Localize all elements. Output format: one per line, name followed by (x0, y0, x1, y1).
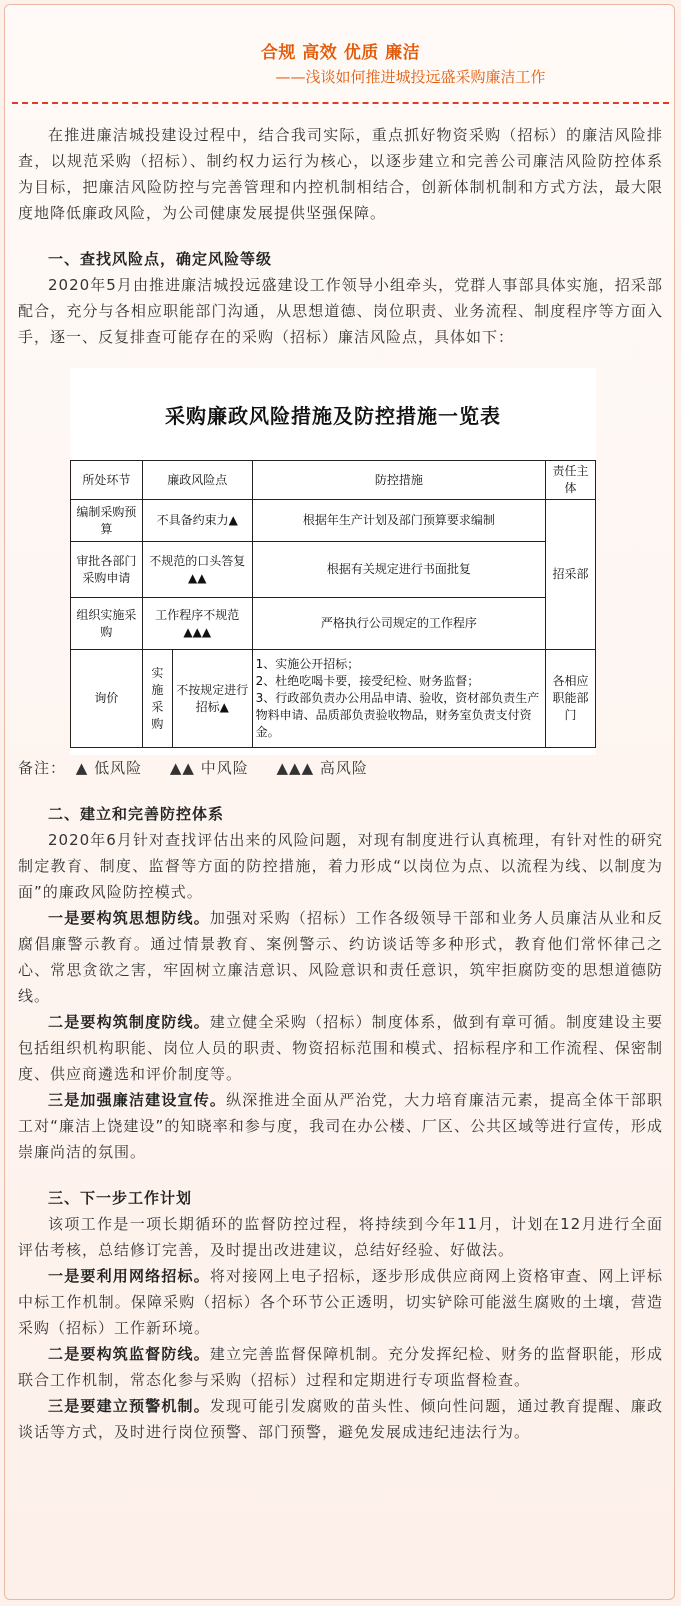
table-row (71, 598, 596, 650)
table-caption: 采购廉政风险措施及防控措施一览表 (165, 404, 501, 428)
intro-paragraph: 在推进廉洁城投建设过程中，结合我司实际，重点抓好物资采购（招标）的廉洁风险排查，以规范采购（招标）、制约权力运行为核心，以逐步建立和完善公司廉洁风险防控体系为目标，把廉洁风险防控与完善管理和内控机制相结合，创新体制机制和方式方法，最大限度地降低廉政风险，为公司健康发展提供坚强保障。 (18, 126, 663, 222)
item-text: 加强对采购（招标）工作各级领导干部和业务人员廉洁从业和反腐倡廉警示教育。通过情景教育、案例警示、约访谈话等多种形式，教育他们常怀律己之心、常思贪欲之害，牢固树立廉洁意识、风险意识和责任意识，筑牢拒腐防变的思想道德防线。 (18, 909, 663, 1005)
item-text: 将对接网上电子招标，逐步形成供应商网上资格审查、网上评标中标工作机制。保障采购（招标）各个环节公正透明，切实铲除可能滋生腐败的土壤，营造采购（招标）工作新环境。 (18, 1267, 663, 1337)
header-measure: 防控措施 (252, 461, 545, 500)
cell-risk: 不按规定进行招标▲ (172, 650, 252, 748)
section-3-title: 三、下一步工作计划 (48, 1189, 193, 1207)
legend-mid: ▲▲ 中风险 (169, 759, 249, 777)
cell-stage: 询价 (71, 650, 143, 748)
risk-table (70, 460, 596, 748)
table-header-row (71, 461, 596, 500)
table-row (71, 542, 596, 598)
section-3-item (18, 1341, 663, 1393)
cell-measure: 根据有关规定进行书面批复 (252, 542, 545, 598)
item-text: 建立健全采购（招标）制度体系，做到有章可循。制度建设主要包括组织机构职能、岗位人员的职责、物资招标范围和模式、招标程序和工作流程、保密制度、供应商遴选和评价制度等。 (18, 1013, 663, 1083)
header-owner: 责任主体 (546, 461, 596, 500)
item-lead: 二是要构筑监督防线。 (48, 1345, 210, 1363)
item-lead: 一是要构筑思想防线。 (48, 909, 210, 927)
risk-table-figure (70, 368, 596, 755)
section-2-item (18, 905, 663, 1009)
cell-measure: 根据年生产计划及部门预算要求编制 (252, 500, 545, 542)
item-lead: 三是要建立预警机制。 (48, 1397, 210, 1415)
section-1-title: 一、查找风险点，确定风险等级 (48, 250, 273, 268)
cell-owner: 招采部 (546, 500, 596, 650)
item-text: 纵深推进全面从严治党，大力培育廉洁元素，提高全体干部职工对“廉洁上饶建设”的知晓率和参与度，我司在办公楼、厂区、公共区域等进行宣传，形成崇廉尚洁的氛围。 (18, 1091, 663, 1161)
measure-item: 2、杜绝吃喝卡要，接受纪检、财务监督； (255, 674, 480, 688)
cell-stage: 编制采购预算 (71, 500, 143, 542)
legend (18, 755, 663, 781)
section-3-item (18, 1393, 663, 1445)
legend-high: ▲▲▲ 高风险 (276, 759, 368, 777)
item-lead: 三是加强廉洁建设宣传。 (48, 1091, 227, 1109)
legend-label: 备注： (18, 759, 67, 777)
dashed-divider (12, 102, 669, 104)
cell-risk: 工作程序不规范▲▲▲ (142, 598, 252, 650)
cell-measure: 严格执行公司规定的工作程序 (252, 598, 545, 650)
cell-risk: 不具备约束力▲ (142, 500, 252, 542)
section-2-item (18, 1009, 663, 1087)
section-2-title: 二、建立和完善防控体系 (48, 805, 225, 823)
table-row-inquiry (71, 650, 596, 748)
section-3-body: 该项工作是一项长期循环的监督防控过程，将持续到今年11月，计划在12月进行全面评估考核，总结修订完善，及时提出改进建议，总结好经验、好做法。 (18, 1215, 663, 1259)
legend-low: ▲ 低风险 (75, 759, 143, 777)
page-title: 合规 高效 优质 廉洁 (260, 43, 421, 63)
measure-item: 3、行政部负责办公用品申请、验收，资材部负责生产物料申请、品质部负责验收物品，财务室负责支付资金。 (255, 691, 540, 739)
section-2-body: 2020年6月针对查找评估出来的风险问题，对现有制度进行认真梳理，有针对性的研究制定教育、制度、监督等方面的防控措施，着力形成“以岗位为点、以流程为线、以制度为面”的廉政风险防控模式。 (18, 831, 663, 901)
item-lead: 二是要构筑制度防线。 (48, 1013, 210, 1031)
measure-item: 1、实施公开招标； (255, 657, 360, 671)
item-text: 发现可能引发腐败的苗头性、倾向性问题，通过教育提醒、廉政谈话等方式，及时进行岗位预警、部门预警，避免发展成违纪违法行为。 (18, 1397, 663, 1441)
cell-stage: 组织实施采购 (71, 598, 143, 650)
section-2-item (18, 1087, 663, 1165)
section-1-body: 2020年5月由推进廉洁城投远盛建设工作领导小组牵头，党群人事部具体实施，招采部配合，充分与各相应职能部门沟通，从思想道德、岗位职责、业务流程、制度程序等方面入手，逐一、反复排查可能存在的采购（招标）廉洁风险点，具体如下： (18, 276, 663, 346)
page-subtitle: ——浅谈如何推进城投远盛采购廉洁工作 (275, 68, 546, 86)
header-risk: 廉政风险点 (142, 461, 252, 500)
cell-owner: 各相应职能部门 (546, 650, 596, 748)
article-body (18, 122, 663, 1445)
cell-sub-stage: 实施采购 (142, 650, 172, 748)
table-row (71, 500, 596, 542)
cell-measure-list (252, 650, 545, 748)
item-lead: 一是要利用网络招标。 (48, 1267, 210, 1285)
item-text: 建立完善监督保障机制。充分发挥纪检、财务的监督职能，形成联合工作机制，常态化参与采购（招标）过程和定期进行专项监督检查。 (18, 1345, 663, 1389)
cell-stage: 审批各部门采购申请 (71, 542, 143, 598)
cell-risk: 不规范的口头答复▲▲ (142, 542, 252, 598)
header-stage: 所处环节 (71, 461, 143, 500)
section-3-item (18, 1263, 663, 1341)
